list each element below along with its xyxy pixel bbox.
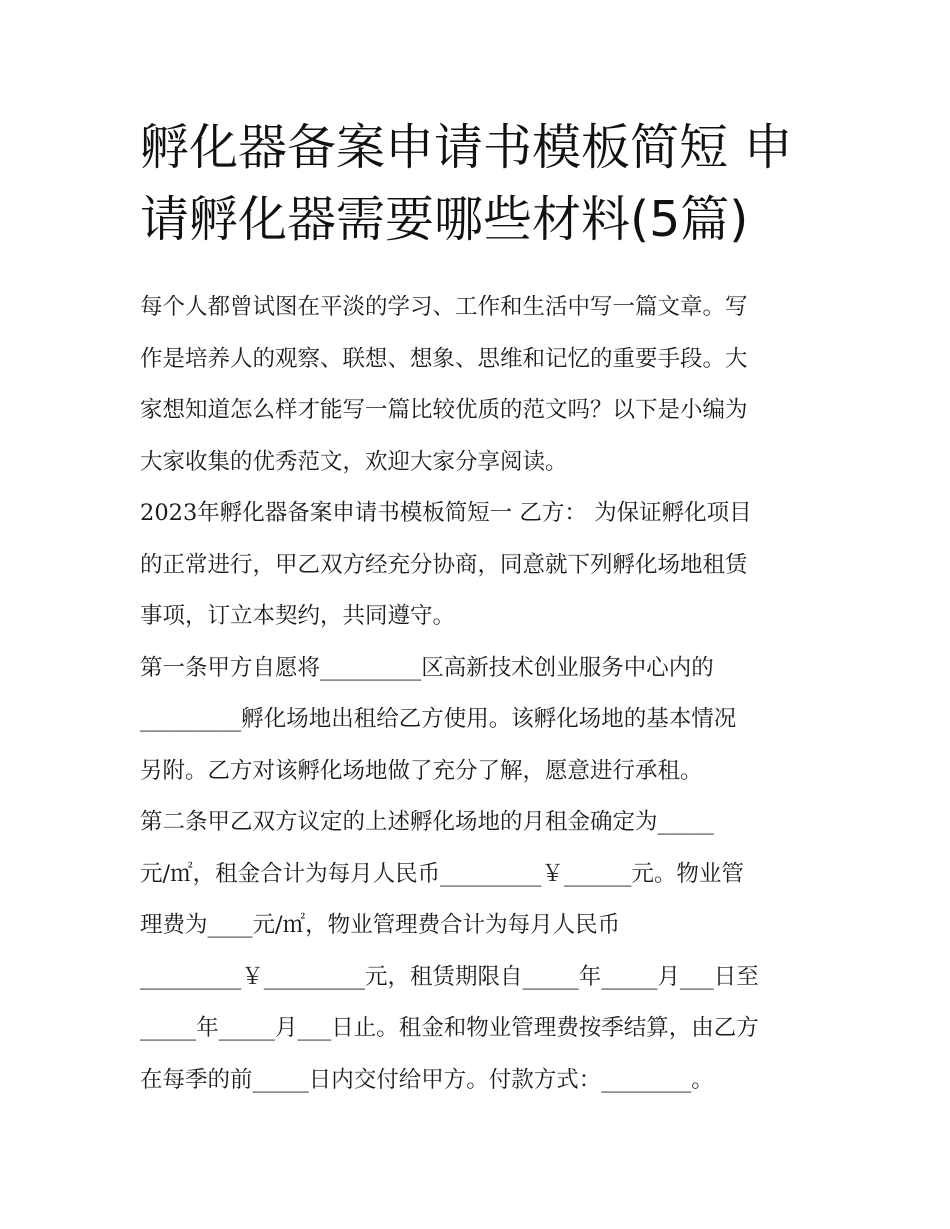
text-line: 每个人都曾试图在平淡的学习、工作和生活中写一篇文章。写 — [140, 294, 748, 320]
text-line: 作是培养人的观察、联想、想象、思维和记忆的重要手段。大 — [140, 345, 748, 372]
text-line: 家想知道怎么样才能写一篇比较优质的范文吗？以下是小编为 — [140, 397, 748, 423]
text-line: 2023年孵化器备案申请书模板简短一 乙方： 为保证孵化项目 — [140, 500, 752, 526]
text-line: 理费为____元/㎡，物业管理费合计为每月人民币 — [140, 912, 621, 938]
text-line: 第一条甲方自愿将_________区高新技术创业服务中心内的 — [140, 654, 714, 681]
text-line: _____年_____月___日止。租金和物业管理费按季结算，由乙方 — [140, 1015, 759, 1041]
text-line: _________孵化场地出租给乙方使用。该孵化场地的基本情况 — [140, 706, 737, 732]
text-line: 事项，订立本契约，共同遵守。 — [140, 603, 456, 629]
text-line: _________￥_________元，租赁期限自_____年_____月___日至 — [140, 963, 759, 990]
text-line: 第二条甲乙双方议定的上述孵化场地的月租金确定为_____ — [140, 809, 714, 835]
text-line: 元/㎡，租金合计为每月人民币_________￥______元。物业管 — [140, 860, 744, 887]
text-line: 大家收集的优秀范文，欢迎大家分享阅读。 — [140, 448, 568, 475]
document-title — [140, 112, 820, 256]
article-1-paragraph — [140, 643, 830, 798]
text-line: 另附。乙方对该孵化场地做了充分了解，愿意进行承租。 — [140, 757, 703, 784]
title-line: 请孵化器需要哪些材料(5篇) — [140, 191, 749, 248]
text-line: 的正常进行，甲乙双方经充分协商，同意就下列孵化场地租赁 — [140, 551, 748, 578]
document-body — [140, 282, 830, 1106]
intro-paragraph — [140, 282, 830, 488]
article-2-paragraph — [140, 797, 830, 1106]
text-line: 在每季的前_____日内交付给甲方。付款方式：________。 — [140, 1066, 714, 1093]
section-1-paragraph — [140, 488, 830, 643]
title-line: 孵化器备案申请书模板简短 申 — [140, 119, 793, 176]
